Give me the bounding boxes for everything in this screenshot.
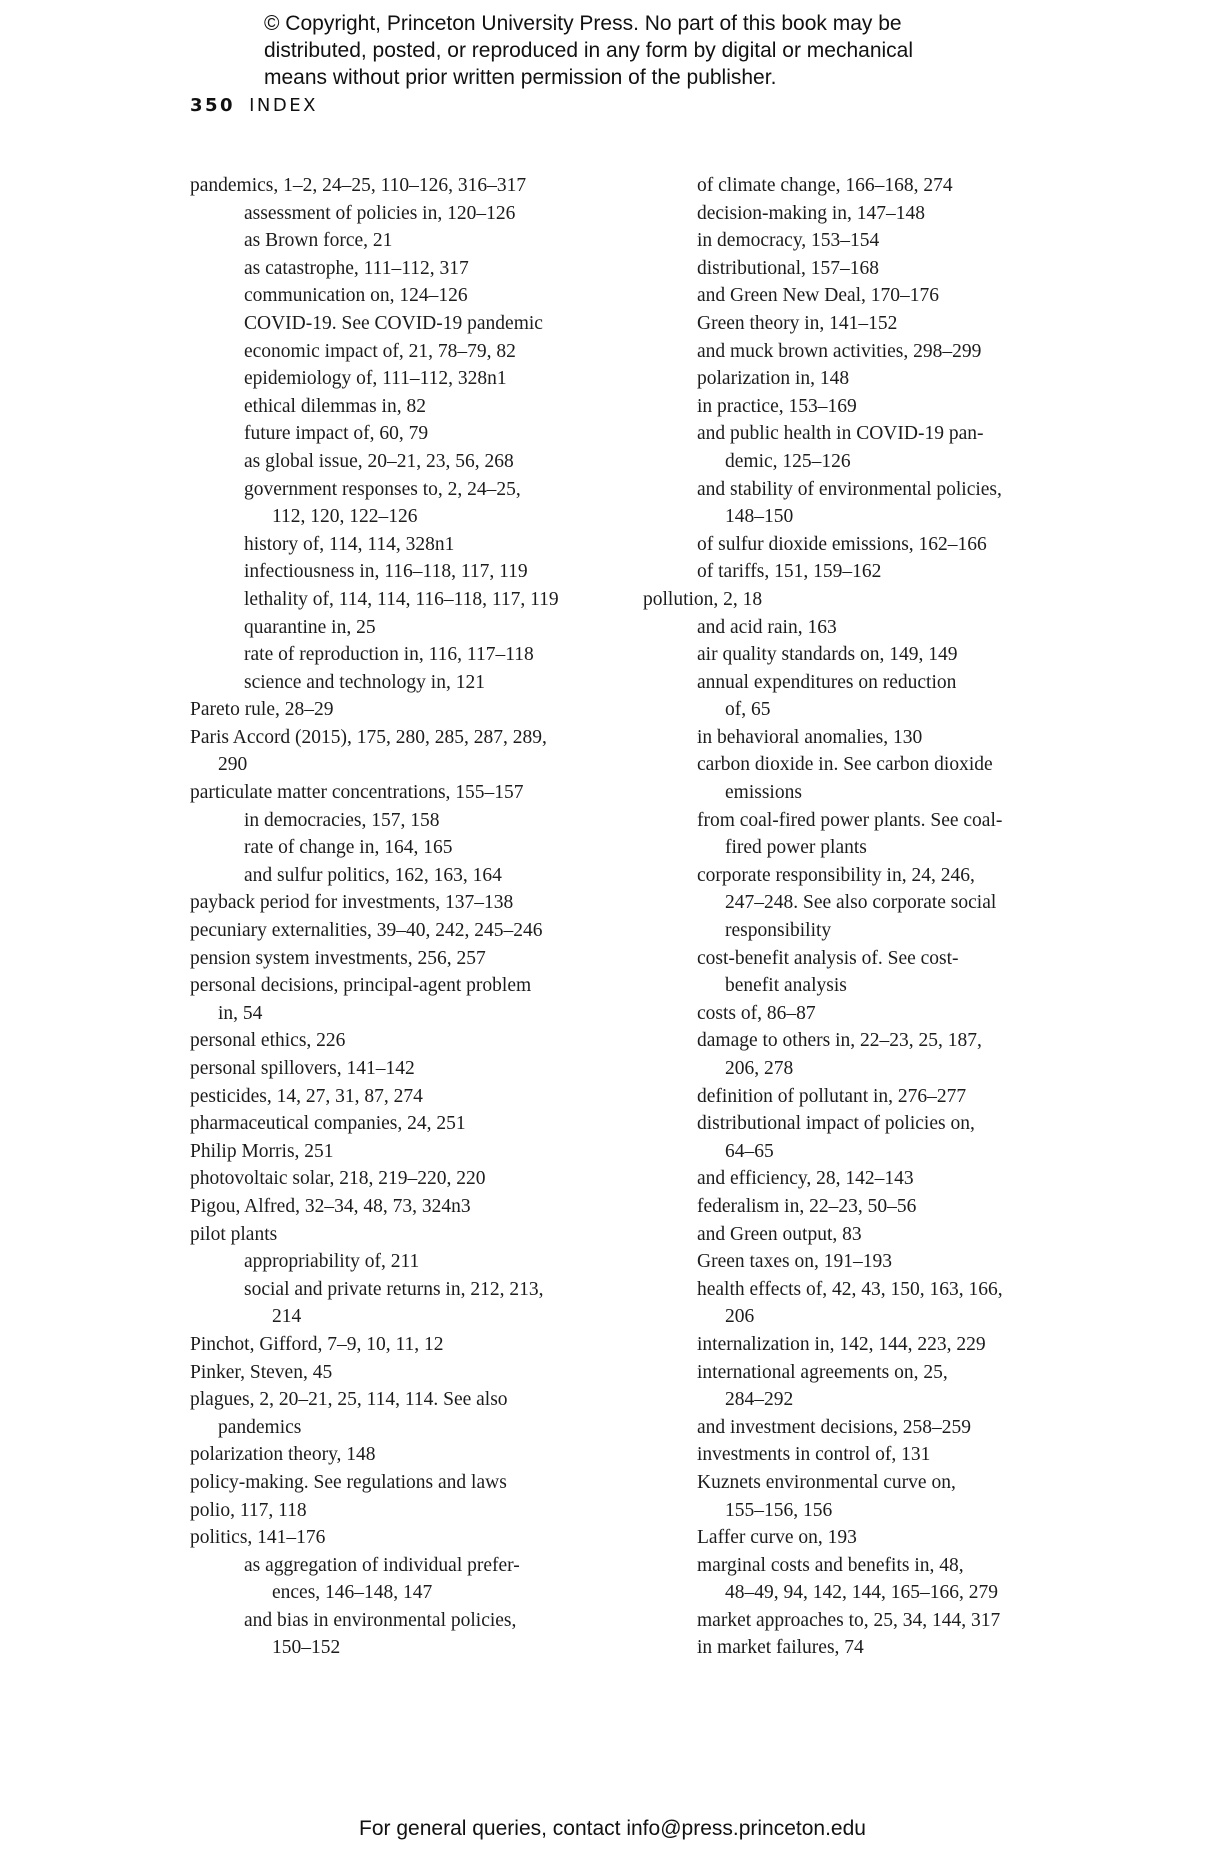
index-entry-line: pecuniary externalities, 39–40, 242, 245–246	[190, 920, 543, 942]
running-title: INDEX	[249, 95, 318, 116]
index-entry-line: investments in control of, 131	[697, 1444, 931, 1466]
index-entry-line: epidemiology of, 111–112, 328n1	[244, 368, 507, 390]
index-entry-line: plagues, 2, 20–21, 25, 114, 114. See also	[190, 1389, 508, 1411]
index-entry-line: photovoltaic solar, 218, 219–220, 220	[190, 1168, 486, 1190]
index-entry-line: Laffer curve on, 193	[697, 1527, 857, 1549]
index-entry-line: in democracy, 153–154	[697, 230, 880, 252]
index-entry-line: demic, 125–126	[725, 450, 851, 472]
index-entry-line: quarantine in, 25	[244, 616, 376, 638]
index-entry-line: polio, 117, 118	[190, 1499, 307, 1521]
index-entry-line: internalization in, 142, 144, 223, 229	[697, 1333, 986, 1355]
index-entry-line: 206	[725, 1306, 755, 1328]
index-entry-line: infectiousness in, 116–118, 117, 119	[244, 561, 528, 583]
index-entry-line: as catastrophe, 111–112, 317	[244, 257, 469, 279]
index-entry-line: decision-making in, 147–148	[697, 202, 926, 224]
index-entry-line: as aggregation of individual prefer-	[244, 1554, 520, 1576]
index-entry-line: 214	[272, 1306, 302, 1328]
copyright-line: distributed, posted, or reproduced in any form by digital or mechanical	[264, 39, 914, 62]
index-entry-line: Kuznets environmental curve on,	[697, 1471, 956, 1493]
index-entry-line: distributional impact of policies on,	[697, 1113, 975, 1135]
index-entry-line: and Green New Deal, 170–176	[697, 285, 940, 307]
index-entry-line: from coal-fired power plants. See coal-	[697, 809, 1003, 831]
index-entry-line: personal ethics, 226	[190, 1030, 346, 1052]
index-entry-line: social and private returns in, 212, 213,	[244, 1278, 544, 1300]
index-entry-line: 112, 120, 122–126	[272, 506, 418, 528]
index-entry-line: of, 65	[725, 699, 771, 721]
index-entry-line: pharmaceutical companies, 24, 251	[190, 1113, 466, 1135]
copyright-notice	[264, 10, 1024, 91]
index-entry-line: corporate responsibility in, 24, 246,	[697, 864, 975, 886]
index-column-left	[190, 172, 610, 1662]
index-entry-line: Paris Accord (2015), 175, 280, 285, 287, 289,	[190, 726, 547, 748]
index-entry-line: economic impact of, 21, 78–79, 82	[244, 340, 516, 362]
index-entry-line: 64–65	[725, 1140, 774, 1162]
index-entry-line: pandemics, 1–2, 24–25, 110–126, 316–317	[190, 175, 527, 196]
running-head	[190, 95, 318, 116]
index-entry-line: rate of change in, 164, 165	[244, 837, 453, 859]
copyright-line: means without prior written permission of the publisher.	[264, 66, 777, 89]
index-entry-line: politics, 141–176	[190, 1527, 326, 1549]
index-entry-line: as global issue, 20–21, 23, 56, 268	[244, 450, 514, 472]
index-entry-line: pension system investments, 256, 257	[190, 947, 486, 969]
index-entry-line: polarization in, 148	[697, 368, 850, 390]
index-entry-line: and acid rain, 163	[697, 616, 837, 638]
index-entry-line: COVID-19. See COVID-19 pandemic	[244, 312, 543, 334]
index-entry-line: communication on, 124–126	[244, 285, 468, 307]
index-entry-line: in behavioral anomalies, 130	[697, 726, 923, 748]
index-entry-line: Pinchot, Gifford, 7–9, 10, 11, 12	[190, 1333, 444, 1355]
page-number: 350	[190, 95, 236, 116]
index-entry-line: in market failures, 74	[697, 1637, 864, 1659]
index-entry-line: in democracies, 157, 158	[244, 809, 440, 831]
index-entry-line: 247–248. See also corporate social	[725, 892, 997, 914]
index-entry-line: Green theory in, 141–152	[697, 312, 898, 334]
index-entry-line: 284–292	[725, 1389, 794, 1411]
index-entry-line: lethality of, 114, 114, 116–118, 117, 119	[244, 588, 559, 610]
index-entry-line: in, 54	[218, 1002, 263, 1024]
index-entry-line: 290	[218, 754, 248, 776]
index-entry-line: pandemics	[218, 1416, 302, 1438]
index-entry-line: 206, 278	[725, 1058, 794, 1079]
index-entry-line: emissions	[725, 782, 802, 804]
index-entry-line: fired power plants	[725, 837, 867, 859]
index-entry-line: carbon dioxide in. See carbon dioxide	[697, 754, 993, 776]
index-entry-line: health effects of, 42, 43, 150, 163, 166,	[697, 1278, 1003, 1300]
index-entry-line: Pinker, Steven, 45	[190, 1361, 333, 1383]
index-entry-line: and efficiency, 28, 142–143	[697, 1168, 914, 1190]
index-entry-line: 148–150	[725, 506, 794, 528]
index-entry-line: annual expenditures on reduction	[697, 671, 957, 693]
index-entry-line: 150–152	[272, 1637, 341, 1659]
index-entry-line: air quality standards on, 149, 149	[697, 644, 958, 666]
index-entry-line: pesticides, 14, 27, 31, 87, 274	[190, 1085, 423, 1107]
index-entry-line: payback period for investments, 137–138	[190, 892, 514, 914]
index-entry-line: polarization theory, 148	[190, 1444, 376, 1466]
index-entry-line: and stability of environmental policies,	[697, 478, 1002, 500]
index-entry-line: government responses to, 2, 24–25,	[244, 478, 521, 500]
index-entry-line: policy-making. See regulations and laws	[190, 1471, 507, 1493]
index-entry-line: pilot plants	[190, 1223, 278, 1245]
index-entry-line: distributional, 157–168	[697, 257, 879, 279]
index-entry-line: Philip Morris, 251	[190, 1140, 334, 1162]
index-entry-line: Pigou, Alfred, 32–34, 48, 73, 324n3	[190, 1195, 471, 1217]
index-entry-line: future impact of, 60, 79	[244, 423, 429, 445]
index-entry-line: pollution, 2, 18	[643, 588, 763, 610]
index-entry-line: ethical dilemmas in, 82	[244, 395, 426, 417]
index-entry-line: and public health in COVID-19 pan-	[697, 423, 984, 445]
footer-contact: For general queries, contact info@press.princeton.edu	[359, 1817, 866, 1840]
index-entry-line: and bias in environmental policies,	[244, 1609, 517, 1631]
index-entry-line: in practice, 153–169	[697, 395, 857, 417]
index-entry-line: science and technology in, 121	[244, 671, 485, 693]
index-entry-line: Green taxes on, 191–193	[697, 1251, 892, 1273]
index-entry-line: and sulfur politics, 162, 163, 164	[244, 864, 502, 886]
index-entry-line: 48–49, 94, 142, 144, 165–166, 279	[725, 1582, 998, 1604]
index-entry-line: personal decisions, principal-agent problem	[190, 975, 532, 997]
index-entry-line: and Green output, 83	[697, 1223, 862, 1245]
index-entry-line: benefit analysis	[725, 975, 847, 997]
index-entry-line: responsibility	[725, 920, 832, 942]
index-entry-line: of sulfur dioxide emissions, 162–166	[697, 533, 987, 555]
index-entry-line: 155–156, 156	[725, 1499, 833, 1521]
index-entry-line: of climate change, 166–168, 274	[697, 175, 953, 196]
index-entry-line: Pareto rule, 28–29	[190, 699, 334, 721]
index-column-right	[643, 172, 1083, 1662]
index-entry-line: federalism in, 22–23, 50–56	[697, 1195, 917, 1217]
index-entry-line: ences, 146–148, 147	[272, 1582, 433, 1604]
index-entry-line: cost-benefit analysis of. See cost-	[697, 947, 959, 969]
index-entry-line: history of, 114, 114, 328n1	[244, 533, 455, 555]
index-entry-line: and muck brown activities, 298–299	[697, 340, 982, 362]
index-entry-line: appropriability of, 211	[244, 1251, 420, 1273]
copyright-line: © Copyright, Princeton University Press. No part of this book may be	[264, 12, 902, 35]
index-entry-line: international agreements on, 25,	[697, 1361, 948, 1383]
index-entry-line: particulate matter concentrations, 155–157	[190, 782, 524, 804]
index-entry-line: as Brown force, 21	[244, 230, 393, 252]
index-entry-line: assessment of policies in, 120–126	[244, 202, 516, 224]
index-entry-line: rate of reproduction in, 116, 117–118	[244, 644, 534, 666]
index-entry-line: damage to others in, 22–23, 25, 187,	[697, 1030, 982, 1052]
index-entry-line: and investment decisions, 258–259	[697, 1416, 972, 1438]
index-entry-line: definition of pollutant in, 276–277	[697, 1085, 967, 1107]
index-entry-line: personal spillovers, 141–142	[190, 1058, 415, 1079]
index-entry-line: of tariffs, 151, 159–162	[697, 561, 882, 583]
index-entry-line: costs of, 86–87	[697, 1002, 816, 1024]
index-entry-line: market approaches to, 25, 34, 144, 317	[697, 1609, 1001, 1631]
index-entry-line: marginal costs and benefits in, 48,	[697, 1554, 964, 1576]
